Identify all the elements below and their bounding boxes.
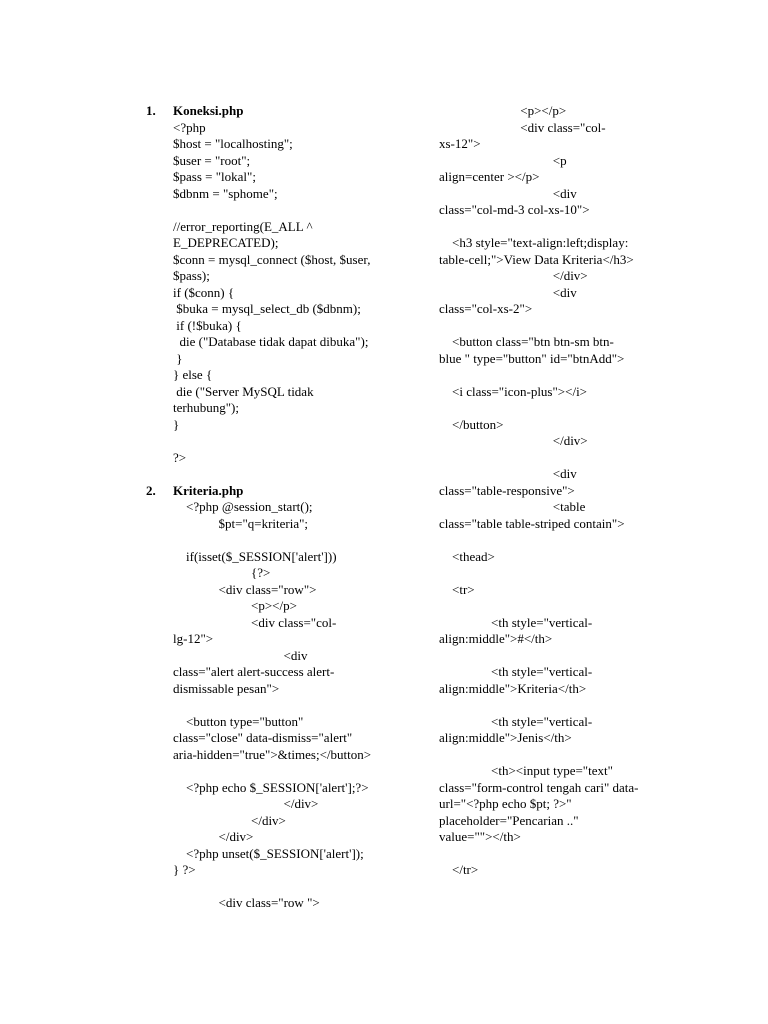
code-line: die ("Database tidak dapat dibuka"); (173, 334, 369, 349)
section-title: Kriteria.php (173, 482, 244, 498)
code-line: <th style="vertical- (439, 664, 593, 679)
code-line: <?php (173, 119, 206, 135)
section-heading (146, 103, 396, 120)
section-number: 1. (146, 103, 156, 118)
code-line: url="<?php echo $pt; ?>" (439, 796, 572, 811)
code-line: //error_reporting(E_ALL ^ (173, 218, 313, 234)
code-line: <th><input type="text" (439, 763, 613, 778)
code-line (173, 697, 396, 714)
section-title: Koneksi.php (173, 103, 244, 118)
code-line: class="col-xs-2"> (439, 301, 533, 316)
code-line (173, 879, 396, 896)
code-line (439, 400, 669, 417)
code-line: $conn = mysql_connect ($host, $user, (173, 251, 371, 267)
code-line: placeholder="Pencarian .." (439, 812, 579, 828)
code-line: ?> (173, 449, 187, 465)
code-line: <div (439, 185, 577, 201)
code-line: class="table table-striped contain"> (439, 515, 625, 531)
code-line: $pass = "lokal"; (173, 169, 256, 184)
code-line: dismissable pesan"> (173, 680, 280, 696)
code-line: <p></p> (439, 103, 567, 118)
code-line (439, 318, 669, 335)
code-line: </div> (173, 829, 254, 844)
code-line (439, 846, 669, 863)
code-line: <div (439, 284, 577, 300)
code-line: lg-12"> (173, 631, 214, 646)
code-line (173, 763, 396, 780)
code-line: class="close" data-dismiss="alert" (173, 730, 353, 745)
code-line: {?> (173, 565, 271, 580)
code-line: blue " type="button" id="btnAdd"> (439, 350, 625, 366)
right-column (439, 103, 669, 879)
code-line: <div (173, 647, 308, 663)
code-line: $buka = mysql_select_db ($dbnm); (173, 301, 361, 316)
code-line: <th style="vertical- (439, 713, 593, 729)
code-line: <tr> (439, 581, 475, 597)
code-line: <div (439, 466, 577, 481)
code-line: if (!$buka) { (173, 317, 242, 333)
code-line: xs-12"> (439, 136, 481, 151)
code-line: $pass); (173, 268, 210, 283)
code-line (439, 598, 669, 615)
code-line (439, 648, 669, 665)
code-line: </button> (439, 416, 504, 432)
code-line: class="table-responsive"> (439, 482, 575, 498)
code-line: align:middle">Kriteria</th> (439, 680, 587, 696)
code-line (439, 219, 669, 236)
code-line: table-cell;">View Data Kriteria</h3> (439, 251, 634, 267)
code-line (173, 532, 396, 549)
code-line: <div class="col- (439, 119, 606, 135)
code-line (439, 532, 669, 549)
code-line: align=center ></p> (439, 169, 540, 184)
code-line: class="col-md-3 col-xs-10"> (439, 202, 590, 217)
code-line: </div> (439, 268, 588, 283)
code-line: <div class="row "> (173, 895, 320, 910)
code-line: <i class="icon-plus"></i> (439, 383, 588, 399)
code-line: } else { (173, 367, 213, 382)
code-line: die ("Server MySQL tidak (173, 383, 314, 399)
code-line: if(isset($_SESSION['alert'])) (173, 548, 337, 564)
code-line: } (173, 416, 180, 432)
section-number: 2. (146, 482, 156, 498)
code-line: } ?> (173, 862, 196, 877)
code-line: $dbnm = "sphome"; (173, 185, 278, 201)
code-line: <th style="vertical- (439, 614, 593, 630)
code-line: <p></p> (173, 598, 297, 613)
code-line: align:middle">#</th> (439, 631, 553, 646)
code-line: <thead> (439, 548, 495, 564)
code-line: aria-hidden="true">&times;</button> (173, 746, 372, 762)
section-heading (146, 483, 396, 500)
code-line (439, 747, 669, 764)
code-line: <table (439, 499, 586, 514)
code-line: <h3 style="text-align:left;display: (439, 235, 629, 250)
code-line: </tr> (439, 862, 479, 877)
code-line: <div class="row"> (173, 581, 317, 597)
code-line (439, 565, 669, 582)
code-line (439, 450, 669, 467)
code-line: terhubung"); (173, 400, 239, 415)
code-line: $host = "localhosting"; (173, 136, 293, 151)
code-line: <div class="col- (173, 614, 337, 630)
code-line: <button class="btn btn-sm btn- (439, 334, 614, 349)
code-line: value=""></th> (439, 829, 521, 844)
code-line: </div> (439, 433, 588, 448)
code-line: $pt="q=kriteria"; (173, 515, 309, 531)
code-line (173, 202, 396, 219)
code-line: } (173, 350, 183, 366)
code-line (173, 466, 396, 483)
code-line (439, 697, 669, 714)
code-line: <?php echo $_SESSION['alert'];?> (173, 779, 369, 795)
code-line: </div> (173, 796, 319, 811)
code-line: align:middle">Jenis</th> (439, 730, 572, 745)
code-line: </div> (173, 812, 286, 828)
code-line: <?php @session_start(); (173, 499, 313, 514)
code-line: <?php unset($_SESSION['alert']); (173, 845, 364, 861)
code-line (173, 433, 396, 450)
code-line: $user = "root"; (173, 152, 251, 168)
left-column (146, 103, 396, 912)
code-line: class="alert alert-success alert- (173, 664, 335, 679)
code-line: E_DEPRECATED); (173, 235, 279, 250)
code-line: <button type="button" (173, 713, 304, 729)
code-line: <p (439, 152, 567, 168)
code-line: if ($conn) { (173, 284, 235, 300)
code-line (439, 367, 669, 384)
code-line: class="form-control tengah cari" data- (439, 779, 639, 795)
